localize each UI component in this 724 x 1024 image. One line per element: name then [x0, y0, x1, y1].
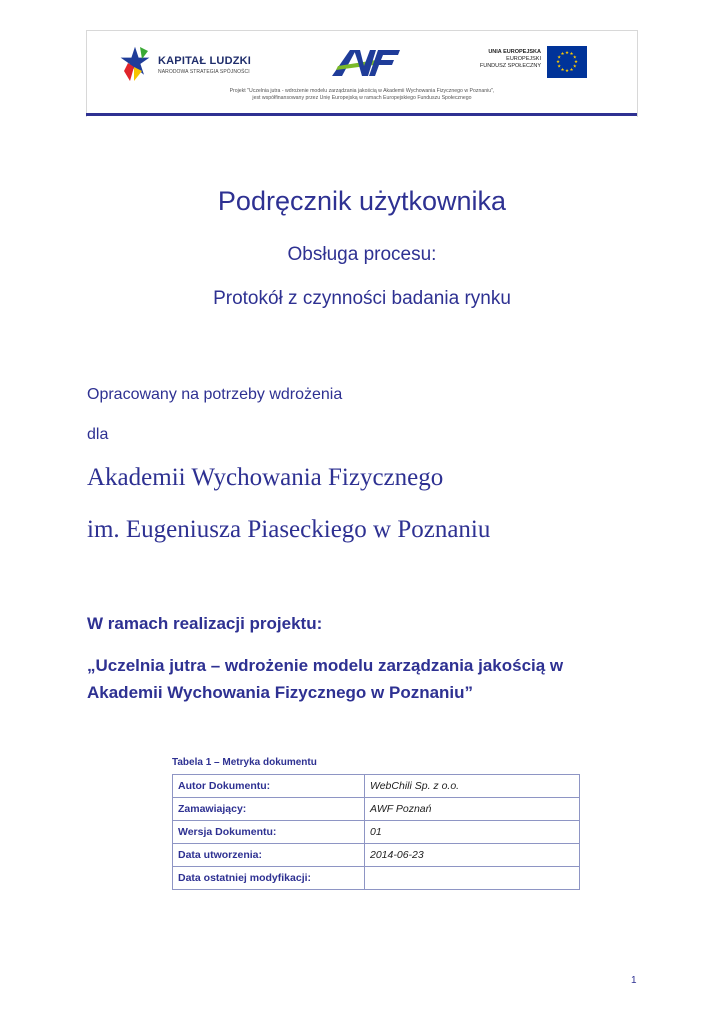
table-value-cell: [365, 867, 580, 890]
eu-logo-text: [480, 49, 541, 70]
table-key-cell: Data utworzenia:: [173, 844, 365, 867]
document-subtitle-process: Obsługa procesu:: [287, 244, 437, 265]
table-row: [173, 775, 580, 798]
table-caption: Tabela 1 – Metryka dokumentu: [172, 757, 317, 768]
table-key-cell: Zamawiający:: [173, 798, 365, 821]
for-word: dla: [87, 426, 109, 443]
svg-text:★: ★: [572, 64, 577, 70]
document-metadata-table: [172, 774, 580, 890]
project-note-line1: Projekt "Uczelnia jutra - wdrożenie modelu zarządzania jakością w Akademii Wychowania Fizycznego w Poznaniu",: [229, 88, 495, 94]
kapital-ludzki-star-icon: [120, 41, 154, 85]
eu-line1: UNIA EUROPEJSKA: [488, 49, 541, 55]
table-value-cell: AWF Poznań: [365, 798, 580, 821]
table-row: [173, 867, 580, 890]
kapital-ludzki-logo: [120, 41, 260, 85]
document-subtitle-protocol: Protokół z czynności badania rynku: [213, 288, 511, 309]
document-title: Podręcznik użytkownika: [217, 186, 507, 216]
table-row: [173, 821, 580, 844]
kapital-ludzki-title: KAPITAŁ LUDZKI: [158, 55, 252, 67]
eu-flag-icon: [547, 46, 587, 78]
svg-text:★: ★: [560, 67, 565, 73]
table-row: [173, 798, 580, 821]
institution-name-line2: im. Eugeniusza Piaseckiego w Poznaniu: [87, 516, 491, 543]
project-heading: W ramach realizacji projektu:: [87, 614, 323, 633]
svg-text:★: ★: [557, 64, 562, 70]
header-rule: [86, 113, 637, 116]
project-note-line2: jest współfinansowany przez Unię Europejską w ramach Europejskiego Funduszu Społecznego: [252, 95, 472, 101]
project-name: „Uczelnia jutra – wdrożenie modelu zarządzania jakością w Akademii Wychowania Fizycznego w Poznaniu”: [87, 656, 564, 702]
awf-logo-text: AWF: [330, 46, 333, 47]
table-value-cell: 2014-06-23: [365, 844, 580, 867]
eu-line3: FUNDUSZ SPOŁECZNY: [479, 63, 541, 69]
eu-logo: [475, 46, 587, 80]
institution-name-line1: Akademii Wychowania Fizycznego: [87, 464, 444, 491]
svg-text:★: ★: [564, 69, 570, 74]
table-key-cell: Data ostatniej modyfikacji:: [173, 867, 365, 890]
svg-text:★: ★: [569, 67, 574, 73]
svg-text:★: ★: [557, 55, 562, 61]
table-key-cell: Wersja Dokumentu:: [173, 821, 365, 844]
eu-line2: EUROPEJSKI: [506, 56, 541, 62]
table-key-cell: Autor Dokumentu:: [173, 775, 365, 798]
page-number: 1: [631, 975, 637, 986]
table-row: [173, 844, 580, 867]
svg-text:★: ★: [555, 60, 561, 65]
svg-text:★: ★: [569, 52, 574, 58]
awf-logo: [330, 46, 402, 80]
kapital-ludzki-subtitle: NARODOWA STRATEGIA SPÓJNOŚCI: [158, 69, 250, 75]
header-project-note: [150, 88, 574, 102]
svg-text:★: ★: [572, 55, 577, 61]
svg-text:★: ★: [573, 60, 579, 65]
prepared-for-text: Opracowany na potrzeby wdrożenia: [87, 386, 343, 403]
svg-text:★: ★: [564, 51, 570, 56]
svg-text:★: ★: [560, 52, 565, 58]
table-value-cell: WebChili Sp. z o.o.: [365, 775, 580, 798]
table-value-cell: 01: [365, 821, 580, 844]
